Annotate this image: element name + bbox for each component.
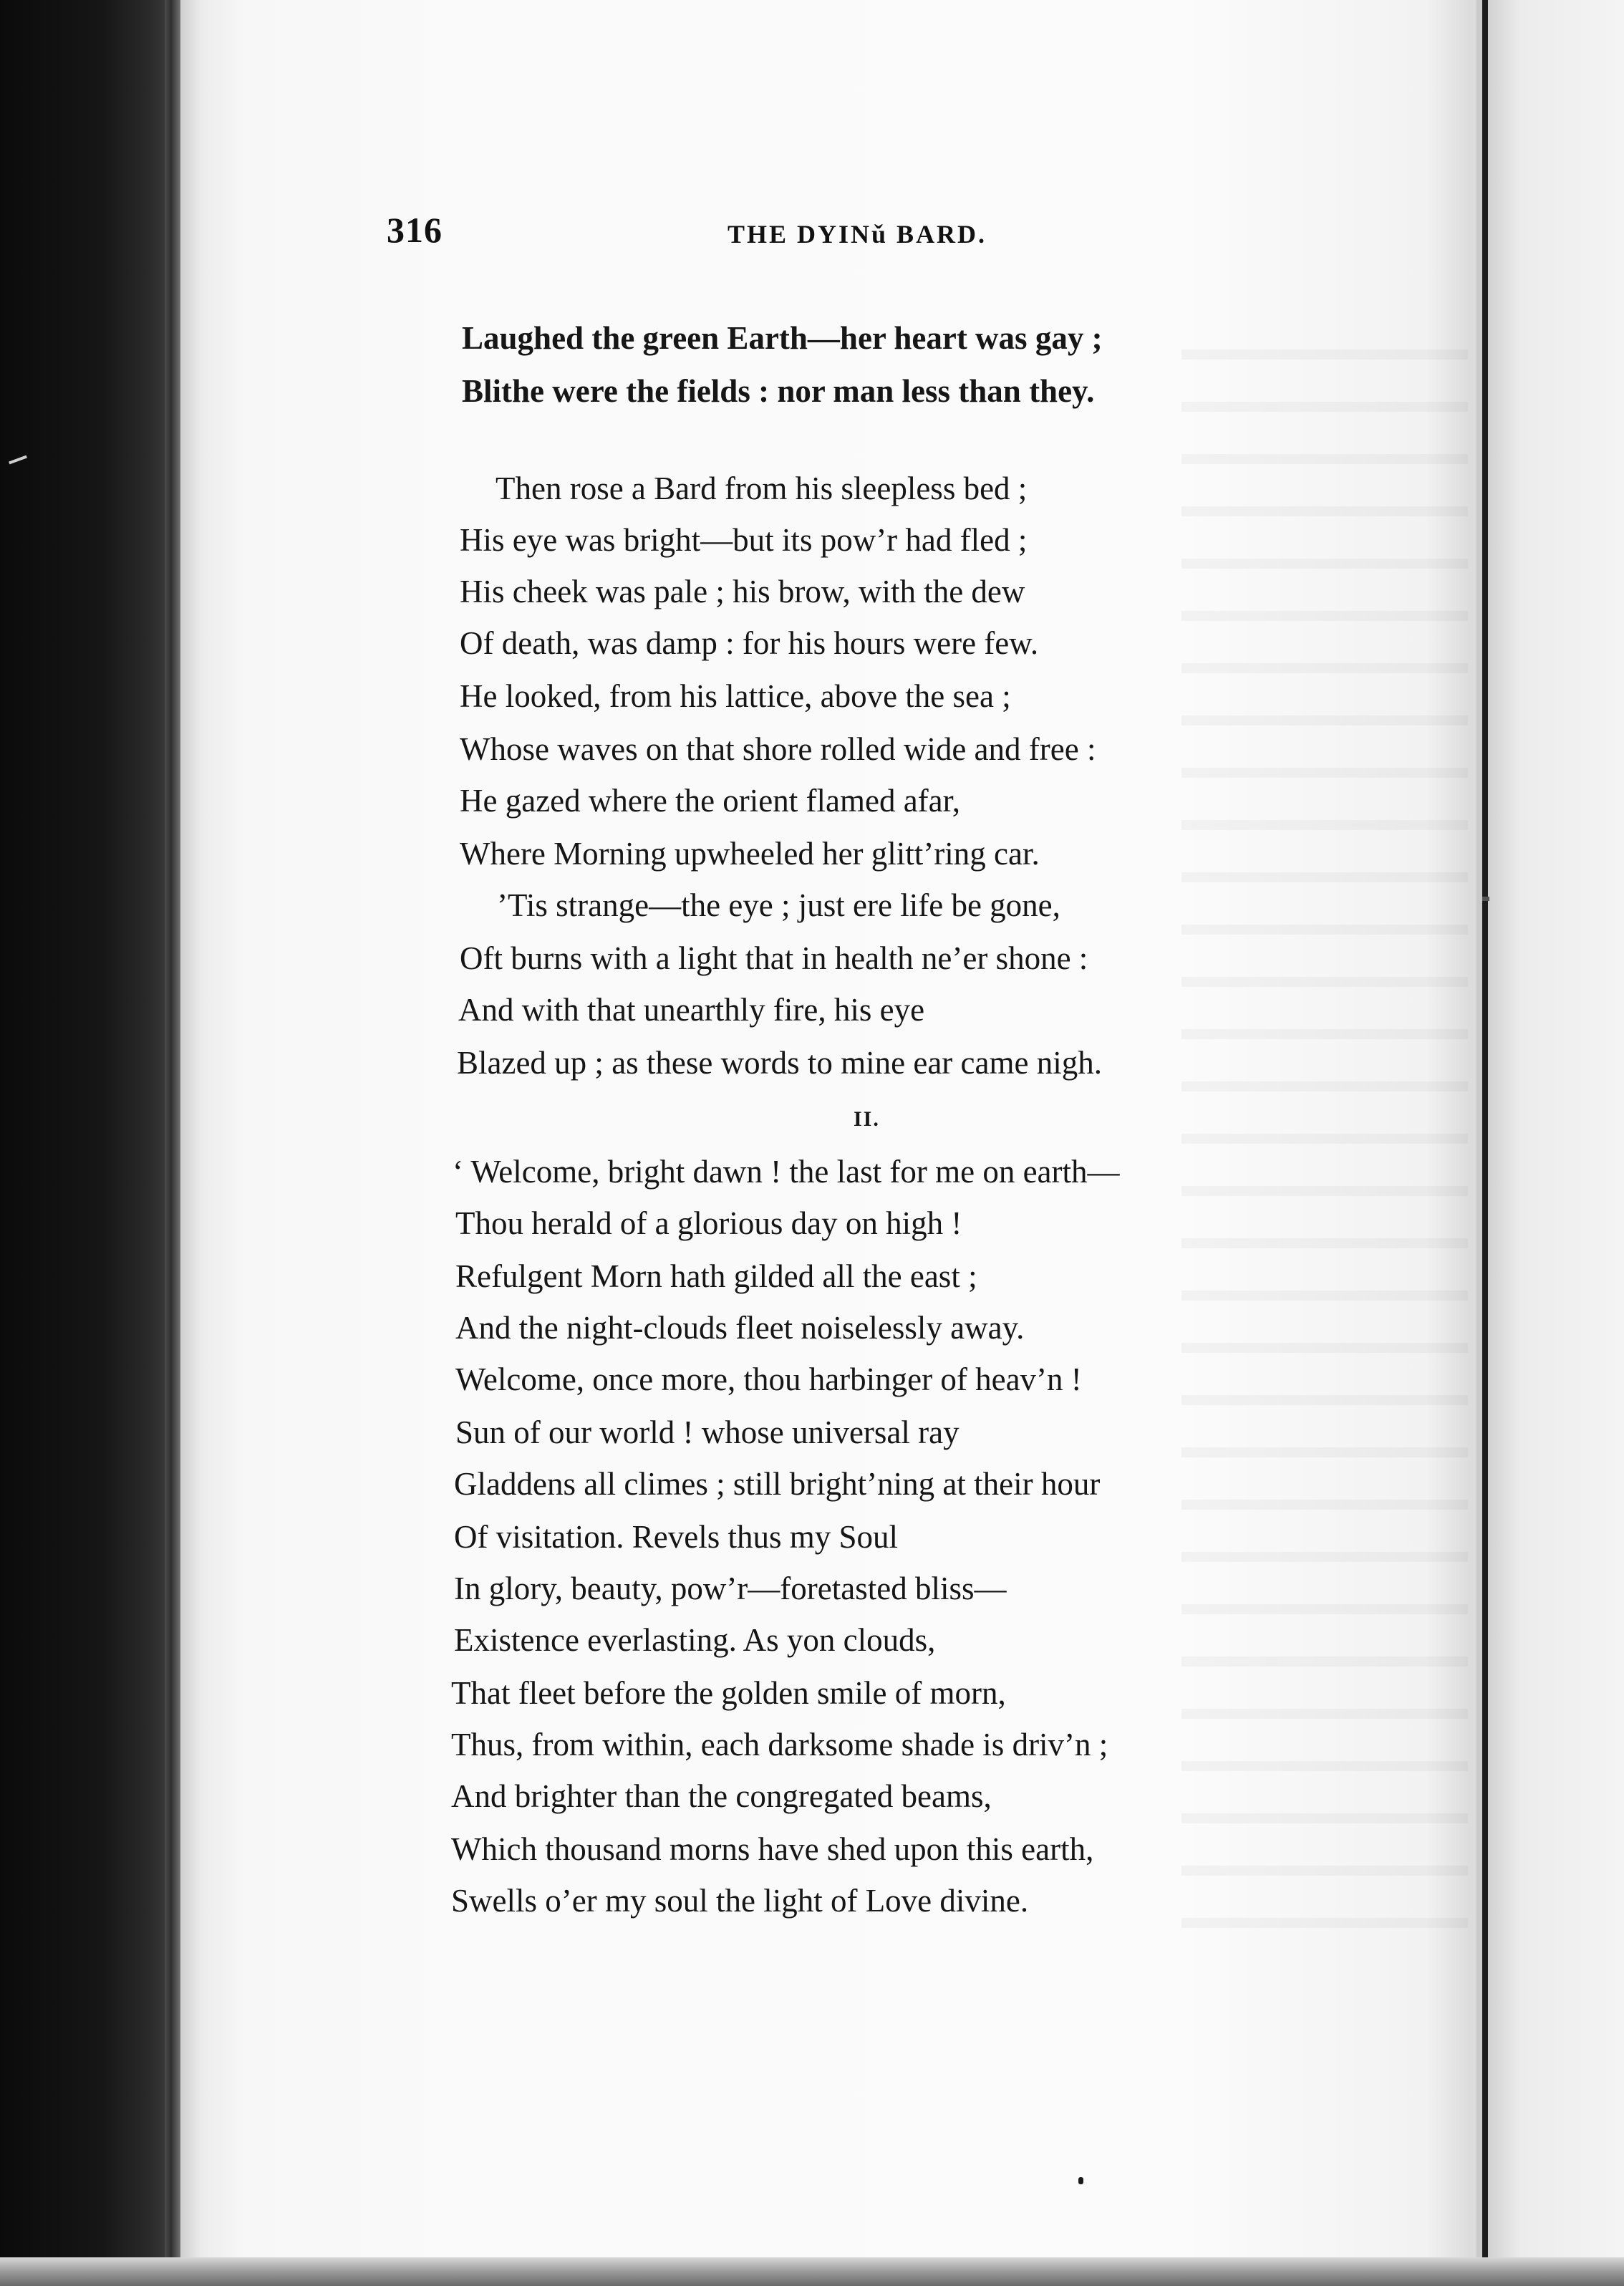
poem-line: And the night-clouds fleet noiselessly away. xyxy=(455,1310,1025,1346)
page-number: 316 xyxy=(387,210,443,250)
poem-line: Thou herald of a glorious day on high ! xyxy=(455,1205,962,1241)
poem-line: Existence everlasting. As yon clouds, xyxy=(454,1622,936,1658)
poem-line: And with that unearthly fire, his eye xyxy=(458,992,925,1028)
poem-line: He looked, from his lattice, above the sea ; xyxy=(460,678,1011,714)
poem-line: Laughed the green Earth—her heart was gay ; xyxy=(462,320,1103,356)
poem-line: Gladdens all climes ; still bright’ning at their hour xyxy=(454,1466,1101,1502)
poem-line: Of visitation. Revels thus my Soul xyxy=(454,1519,899,1555)
poem-line: Swells o’er my soul the light of Love divine. xyxy=(451,1883,1029,1919)
poem-line: Refulgent Morn hath gilded all the east ; xyxy=(455,1258,977,1294)
poem-line: Which thousand morns have shed upon this earth, xyxy=(451,1831,1094,1867)
poem-line: Sun of our world ! whose universal ray xyxy=(455,1414,960,1450)
poem-line: Welcome, once more, thou harbinger of heav’n ! xyxy=(455,1361,1082,1397)
poem-line: Thus, from within, each darksome shade is driv’n ; xyxy=(451,1727,1108,1762)
poem-line: That fleet before the golden smile of morn, xyxy=(451,1675,1006,1711)
section-number: II. xyxy=(854,1107,880,1131)
poem-line: He gazed where the orient flamed afar, xyxy=(460,783,961,819)
poem-line: Blazed up ; as these words to mine ear came nigh. xyxy=(457,1045,1102,1081)
poem-line: In glory, beauty, pow’r—foretasted bliss— xyxy=(454,1571,1007,1606)
poem-line: And brighter than the congregated beams, xyxy=(451,1778,992,1814)
poem-line: Where Morning upwheeled her glitt’ring car. xyxy=(460,836,1040,872)
poem-line: His cheek was pale ; his brow, with the dew xyxy=(460,574,1025,609)
poem-line: ‘ Welcome, bright dawn ! the last for me on earth— xyxy=(453,1154,1120,1190)
running-head: THE DYINǔ BARD. xyxy=(728,220,987,249)
poem-line: His eye was bright—but its pow’r had fled ; xyxy=(460,522,1028,558)
poem-line: Oft burns with a light that in health ne’er shone : xyxy=(460,940,1088,976)
poem-line: Then rose a Bard from his sleepless bed ; xyxy=(496,471,1028,506)
poem-line: Of death, was damp : for his hours were few. xyxy=(460,625,1039,661)
poem-line: Blithe were the fields : nor man less than they. xyxy=(462,373,1095,409)
poem-line: ’Tis strange—the eye ; just ere life be gone, xyxy=(497,887,1060,923)
poem-line: Whose waves on that shore rolled wide and free : xyxy=(460,731,1096,767)
